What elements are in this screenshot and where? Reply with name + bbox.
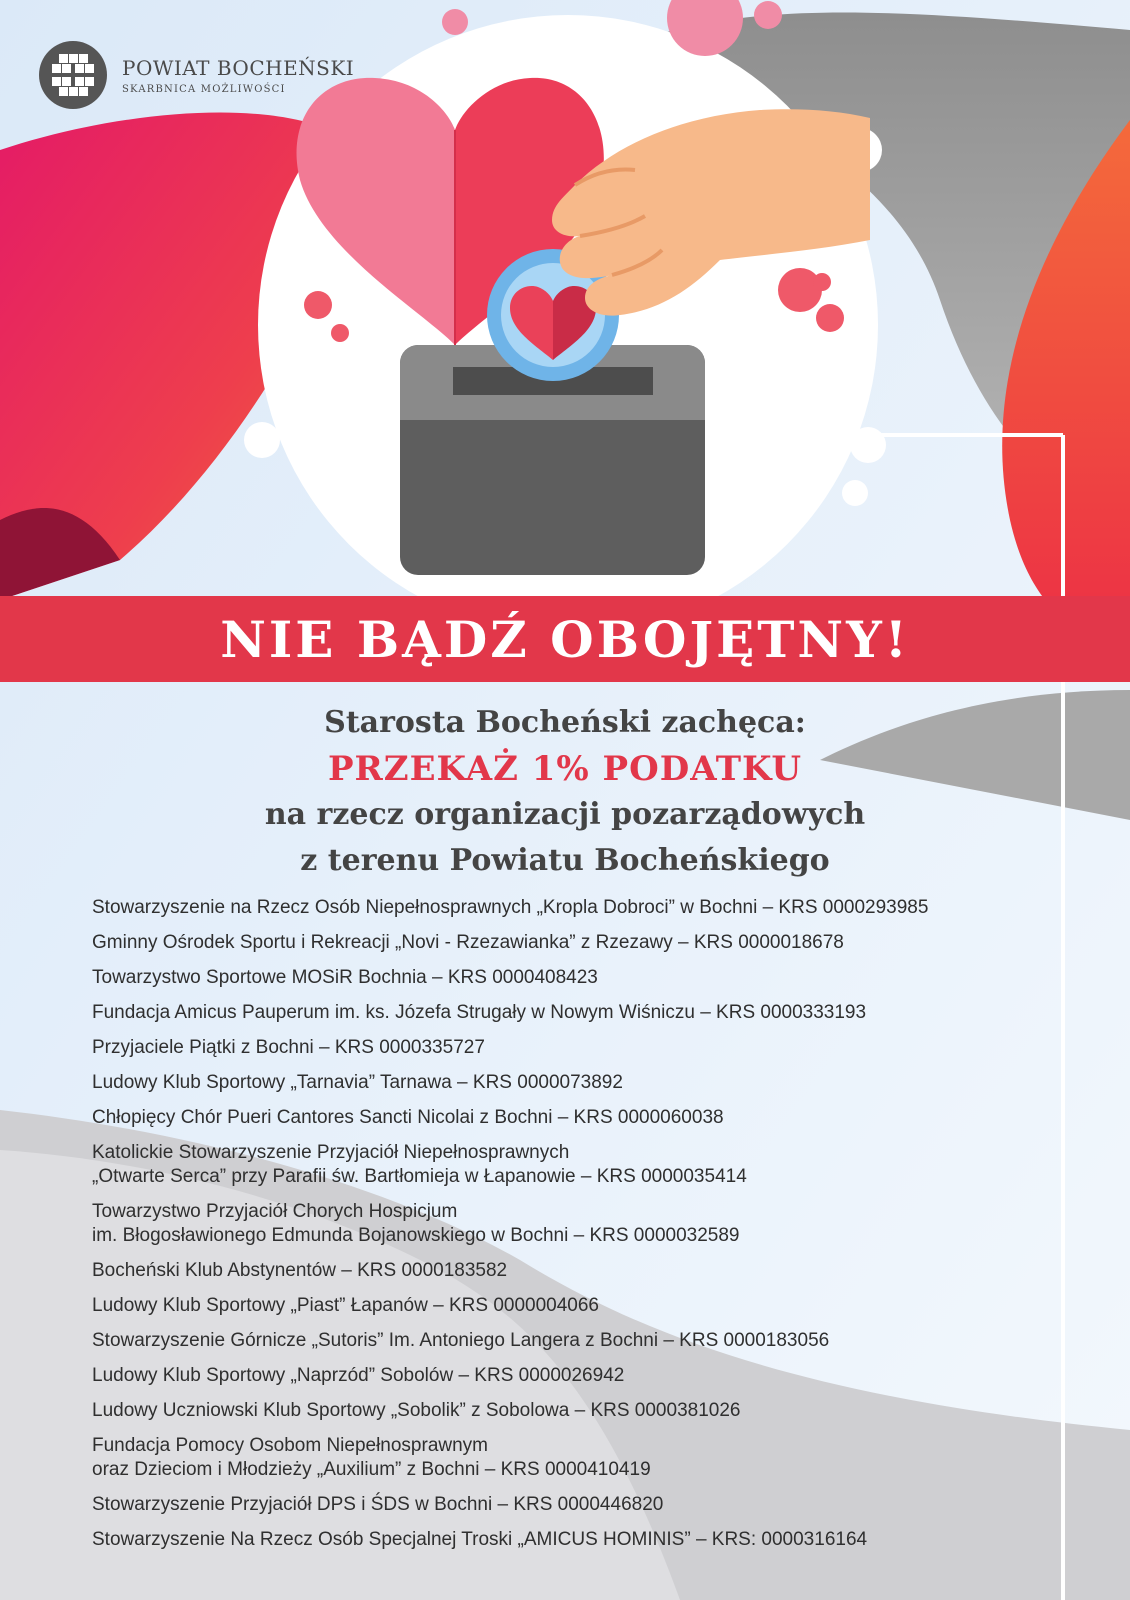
list-item: [92, 1071, 1092, 1095]
list-item-line: Ludowy Klub Sportowy „Piast” Łapanów – KRS 0000004066: [92, 1295, 599, 1316]
list-item-line: „Otwarte Serca” przy Parafii św. Bartłomieja w Łapanowie – KRS 0000035414: [92, 1166, 747, 1187]
list-item: [92, 1528, 1092, 1552]
bubble-red-2: [816, 304, 844, 332]
list-item-line: Towarzystwo Sportowe MOSiR Bochnia – KRS 0000408423: [92, 967, 598, 988]
list-item: [92, 1493, 1092, 1517]
bubble-white-2: [244, 422, 280, 458]
list-item: [92, 1434, 1092, 1482]
list-item: [92, 1001, 1092, 1025]
banner-title: NIE BĄDŹ OBOJĘTNY!: [220, 609, 910, 669]
donation-illustration: [0, 0, 1130, 600]
list-item: [92, 1259, 1092, 1283]
list-item-line: Przyjaciele Piątki z Bochni – KRS 0000335727: [92, 1037, 485, 1058]
list-item: [92, 1106, 1092, 1130]
list-item-line: Stowarzyszenie na Rzecz Osób Niepełnosprawnych „Kropla Dobroci” w Bochni – KRS 0000293985: [92, 897, 929, 918]
headline-line-4: z terenu Powiatu Bocheńskiego: [300, 843, 830, 878]
headline-line-2: PRZEKAŻ 1% PODATKU: [327, 749, 803, 789]
bubble-red-4: [304, 291, 332, 319]
list-item-line: oraz Dzieciom i Młodzieży „Auxilium” z Bochni – KRS 0000410419: [92, 1459, 651, 1480]
bubble-white-4: [842, 480, 868, 506]
list-item-line: Chłopięcy Chór Pueri Cantores Sancti Nicolai z Bochni – KRS 0000060038: [92, 1107, 724, 1128]
logo-tagline: SKARBNICA MOŻLIWOŚCI: [122, 83, 286, 95]
list-item: [92, 1364, 1092, 1388]
bubble-pink-left: [442, 9, 468, 35]
logo-title: POWIAT BOCHEŃSKI: [122, 55, 355, 80]
list-item-line: Fundacja Amicus Pauperum im. ks. Józefa Strugały w Nowym Wiśniczu – KRS 0000333193: [92, 1002, 867, 1023]
list-item-line: Katolickie Stowarzyszenie Przyjaciół Niepełnosprawnych: [92, 1142, 570, 1163]
list-item: [92, 896, 1092, 920]
list-item-line: Bocheński Klub Abstynentów – KRS 0000183582: [92, 1260, 508, 1281]
headline-line-1: Starosta Bocheński zachęca:: [324, 705, 806, 740]
list-item: [92, 1200, 1092, 1248]
list-item-line: Ludowy Klub Sportowy „Tarnavia” Tarnawa – KRS 0000073892: [92, 1072, 623, 1093]
list-item-line: im. Błogosławionego Edmunda Bojanowskiego w Bochni – KRS 0000032589: [92, 1225, 740, 1246]
headline-block: [0, 700, 1130, 884]
list-item: [92, 1399, 1092, 1423]
bubble-red-3: [813, 273, 831, 291]
list-item: [92, 1141, 1092, 1189]
list-item: [92, 931, 1092, 955]
list-item-line: Ludowy Uczniowski Klub Sportowy „Sobolik” z Sobolowa – KRS 0000381026: [92, 1400, 741, 1421]
list-item-line: Ludowy Klub Sportowy „Naprzód” Sobolów – KRS 0000026942: [92, 1365, 625, 1386]
list-item-line: Stowarzyszenie Przyjaciół DPS i ŚDS w Bochni – KRS 0000446820: [92, 1494, 664, 1515]
list-item: [92, 1329, 1092, 1353]
list-item: [92, 1036, 1092, 1060]
list-item: [92, 1294, 1092, 1318]
list-item-line: Gminny Ośrodek Sportu i Rekreacji „Novi - Rzezawianka” z Rzezawy – KRS 0000018678: [92, 932, 844, 953]
list-item-line: Towarzystwo Przyjaciół Chorych Hospicjum: [92, 1201, 458, 1222]
list-item-line: Stowarzyszenie Górnicze „Sutoris” Im. Antoniego Langera z Bochni – KRS 0000183056: [92, 1330, 830, 1351]
title-banner: [0, 596, 1130, 682]
bubble-red-1: [778, 268, 822, 312]
bubble-pink-small: [754, 1, 782, 29]
list-item-line: Fundacja Pomocy Osobom Niepełnosprawnym: [92, 1435, 489, 1456]
list-item-line: Stowarzyszenie Na Rzecz Osób Specjalnej Troski „AMICUS HOMINIS” – KRS: 0000316164: [92, 1529, 868, 1550]
headline-line-3: na rzecz organizacji pozarządowych: [264, 797, 866, 832]
bubble-white-3: [850, 427, 886, 463]
list-item: [92, 966, 1092, 990]
bubble-red-5: [331, 324, 349, 342]
organization-list: [92, 896, 1092, 1563]
